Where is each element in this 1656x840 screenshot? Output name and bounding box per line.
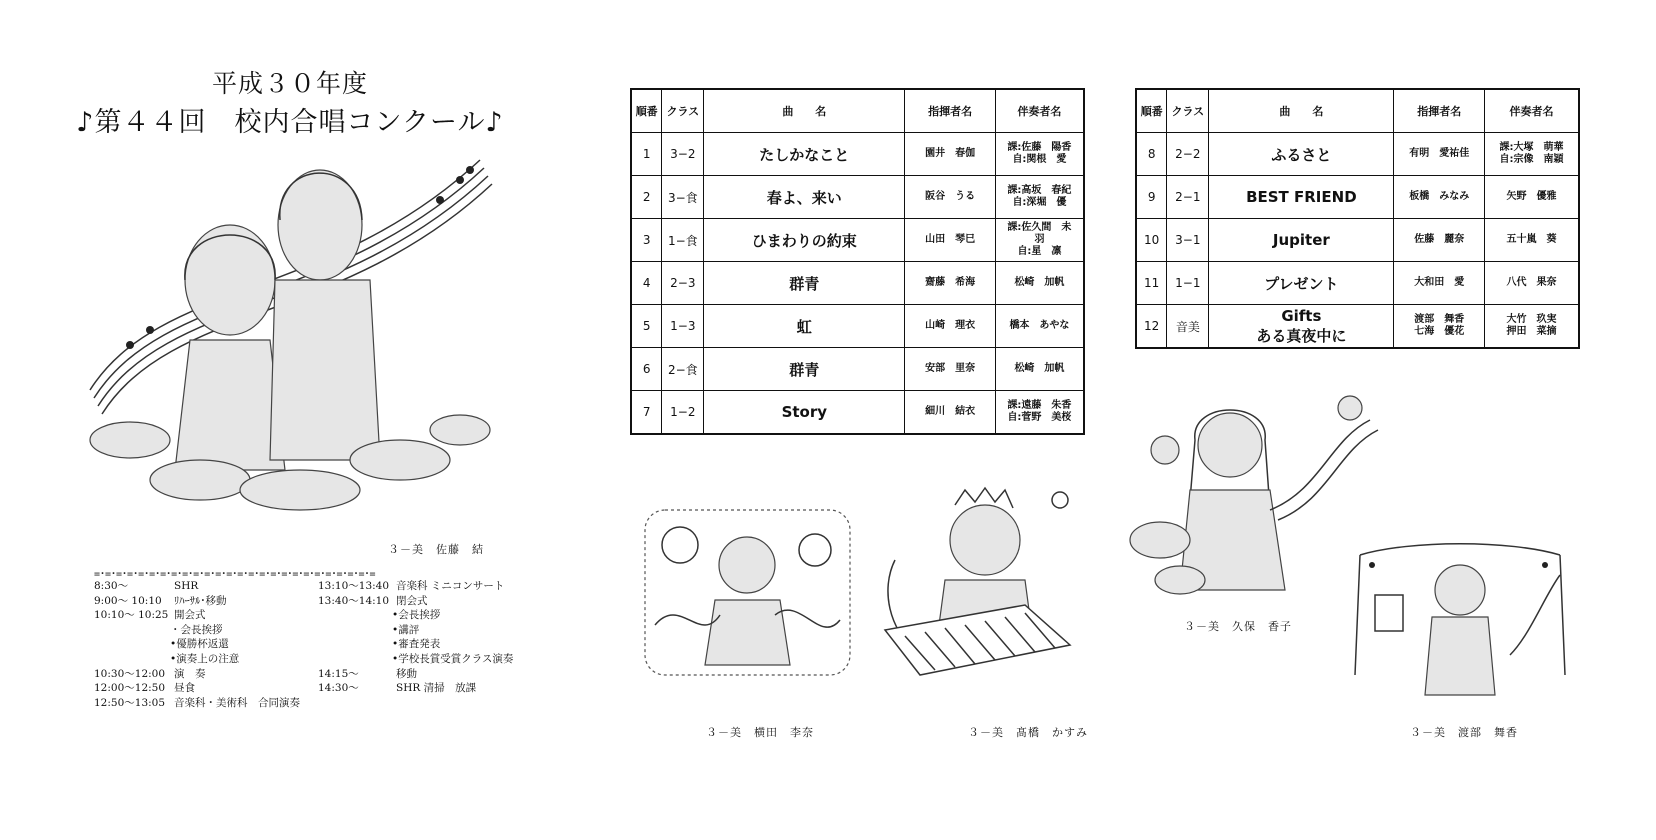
cell-conductor: 齋藤 希海 [905,262,996,305]
cell-conductor: 細川 結衣 [905,391,996,435]
table-row [631,176,1084,219]
cell-song: Jupiter [1209,219,1394,262]
cell-no: 10 [1136,219,1167,262]
table-header-cell: 伴奏者名 [995,89,1084,133]
cell-cls: 音美 [1167,305,1209,349]
schedule-item [318,667,513,682]
schedule-item [318,579,513,594]
cell-accompanist: 課:遠藤 朱香 自:菅野 美桜 [995,391,1084,435]
cell-conductor: 渡部 舞香 七海 優花 [1394,305,1485,349]
schedule-time: 8:30～ [94,580,129,592]
event-title: ♪第４４回 校内合唱コンクール♪ [76,107,504,138]
cell-no: 4 [631,262,662,305]
cell-accompanist: 矢野 優雅 [1484,176,1579,219]
cell-accompanist: 八代 果奈 [1484,262,1579,305]
schedule-event: 閉会式 [396,594,428,607]
cell-song: 群青 [704,262,905,305]
cell-song: 春よ、来い [704,176,905,219]
cell-accompanist: 大竹 玖実 押田 菜摘 [1484,305,1579,349]
cell-conductor: 山田 琴巳 [905,219,996,262]
schedule-time: 14:30～ [318,682,359,695]
schedule-event: •優勝杯返還 [170,638,229,651]
cell-accompanist: 松崎 加帆 [995,262,1084,305]
schedule-item [94,696,300,711]
divider-line: =･=･=･=･=･=･=･=･=･=･=･=･=･=･=･=･=･=･=･=･=･=･=･=･=･= [94,569,376,580]
year-title: 平成３０年度 [211,69,368,98]
cell-no: 5 [631,305,662,348]
schedule-time [94,623,170,638]
schedule-event: 演 奏 [174,667,206,680]
schedule-event: •学校長賞受賞クラス演奏 [392,652,514,665]
table-header-cell: 順番 [1136,89,1167,133]
cell-accompanist: 課:佐藤 陽香 自:関根 愛 [995,133,1084,176]
schedule-left [94,579,300,710]
schedule-event: SHR [174,580,199,592]
cell-no: 1 [631,133,662,176]
cell-no: 12 [1136,305,1167,349]
cell-song: プレゼント [1209,262,1394,305]
cell-song: Gifts ある真夜中に [1209,305,1394,349]
cell-no: 7 [631,391,662,435]
schedule-item [318,637,513,652]
table-header-cell: 曲 名 [704,89,905,133]
table-row [1136,176,1579,219]
table-row [631,391,1084,435]
schedule-right [318,579,513,696]
cell-no: 9 [1136,176,1167,219]
schedule-item [94,652,300,667]
table-row [631,348,1084,391]
table-row [631,219,1084,262]
schedule-event: 昼食 [174,682,195,695]
schedule-time: 10:30～12:00 [94,667,166,680]
illustration-4 [1350,535,1570,710]
illustration-3 [1120,390,1380,605]
cell-song: たしかなこと [704,133,905,176]
table-header-cell: 指揮者名 [905,89,996,133]
table-header-cell: クラス [1167,89,1209,133]
schedule-event: 音楽科・美術科 合同演奏 [174,696,300,709]
table-row [631,262,1084,305]
cell-no: 3 [631,219,662,262]
cell-accompanist: 五十嵐 葵 [1484,219,1579,262]
table-header-cell: クラス [662,89,704,133]
schedule-item [94,637,300,652]
cell-song: Story [704,391,905,435]
schedule-item [94,594,300,609]
cell-cls: 2−1 [1167,176,1209,219]
table-header-row [1136,89,1579,133]
cell-cls: 2−3 [662,262,704,305]
schedule-item [318,608,513,623]
cell-accompanist: 松崎 加帆 [995,348,1084,391]
cell-cls: 1−1 [1167,262,1209,305]
cell-cls: 3−1 [1167,219,1209,262]
table-row [631,133,1084,176]
schedule-event: 開会式 [174,609,206,622]
credit-4: ３－美 渡部 舞香 [1410,726,1518,739]
schedule-time [318,637,392,652]
schedule-time: 9:00～ 10:10 [94,594,162,607]
cell-song: BEST FRIEND [1209,176,1394,219]
schedule-time [318,623,392,638]
cell-cls: 3−2 [662,133,704,176]
schedule-event: •演奏上の注意 [170,652,240,665]
table-row [1136,133,1579,176]
schedule-event: SHR 清掃 放課 [396,682,477,695]
cell-no: 6 [631,348,662,391]
credit-1: ３－美 横田 李奈 [706,726,814,739]
cell-no: 11 [1136,262,1167,305]
schedule-event: •審査発表 [392,638,441,651]
cell-song: ふるさと [1209,133,1394,176]
table-header-row [631,89,1084,133]
cover-credit: ３－美 佐藤 結 [388,543,484,556]
cell-conductor: 園井 春伽 [905,133,996,176]
cell-conductor: 佐藤 麗奈 [1394,219,1485,262]
cell-no: 2 [631,176,662,219]
cell-song: 群青 [704,348,905,391]
schedule-time: 12:50～13:05 [94,696,166,709]
cell-accompanist: 橋本 あやな [995,305,1084,348]
schedule-item [94,623,300,638]
cell-no: 8 [1136,133,1167,176]
cell-accompanist: 課:佐久間 未 羽 自:星 凛 [995,219,1084,262]
program-table-2 [1135,88,1580,349]
cell-song: 虹 [704,305,905,348]
cell-conductor: 大和田 愛 [1394,262,1485,305]
table-header-cell: 伴奏者名 [1484,89,1579,133]
cell-cls: 1−2 [662,391,704,435]
schedule-item [318,681,513,696]
cell-cls: 1−食 [662,219,704,262]
cell-cls: 1−3 [662,305,704,348]
program-table-1 [630,88,1085,435]
credit-3: ３－美 久保 香子 [1184,620,1292,633]
cell-conductor: 阪谷 うる [905,176,996,219]
cell-conductor: 安部 里奈 [905,348,996,391]
table-row [1136,219,1579,262]
cell-cls: 2−食 [662,348,704,391]
cell-cls: 2−2 [1167,133,1209,176]
schedule-event: ・会長挨拶 [170,623,223,636]
schedule-event: ﾘﾊｰｻﾙ･移動 [174,594,227,607]
cell-conductor: 有明 愛祐佳 [1394,133,1485,176]
schedule-event: 音楽科 ミニコンサート [396,580,505,592]
illustration-1 [640,505,855,680]
schedule-item [94,667,300,682]
cell-accompanist: 課:大塚 萌華 自:宗像 南穎 [1484,133,1579,176]
schedule-item [318,623,513,638]
schedule-time: 13:10～13:40 [318,580,390,592]
cell-cls: 3−食 [662,176,704,219]
schedule-event: •講評 [392,623,420,636]
schedule-item [318,594,513,609]
cell-conductor: 板橋 みなみ [1394,176,1485,219]
credit-2: ３－美 髙橋 かすみ [968,726,1088,739]
schedule-time: 13:40～14:10 [318,594,390,607]
cell-conductor: 山崎 理衣 [905,305,996,348]
table-header-cell: 指揮者名 [1394,89,1485,133]
schedule-time [318,608,392,623]
schedule-time: 12:00～12:50 [94,682,166,695]
table-row [1136,305,1579,349]
table-header-cell: 曲 名 [1209,89,1394,133]
schedule-item [94,681,300,696]
schedule-time: 14:15～ [318,667,359,680]
cell-song: ひまわりの約束 [704,219,905,262]
cover-illustration [70,140,510,520]
table-header-cell: 順番 [631,89,662,133]
schedule-event: •会長挨拶 [392,609,441,622]
schedule-item [318,652,513,667]
table-row [631,305,1084,348]
cell-accompanist: 課:高坂 春紀 自:深堀 優 [995,176,1084,219]
schedule-event: 移動 [396,667,417,680]
schedule-item [94,608,300,623]
schedule-item [94,579,300,594]
illustration-2 [875,470,1080,680]
schedule-time: 10:10～ 10:25 [94,609,169,622]
schedule-time [94,652,170,667]
table-row [1136,262,1579,305]
schedule-time [94,637,170,652]
schedule-time [318,652,392,667]
